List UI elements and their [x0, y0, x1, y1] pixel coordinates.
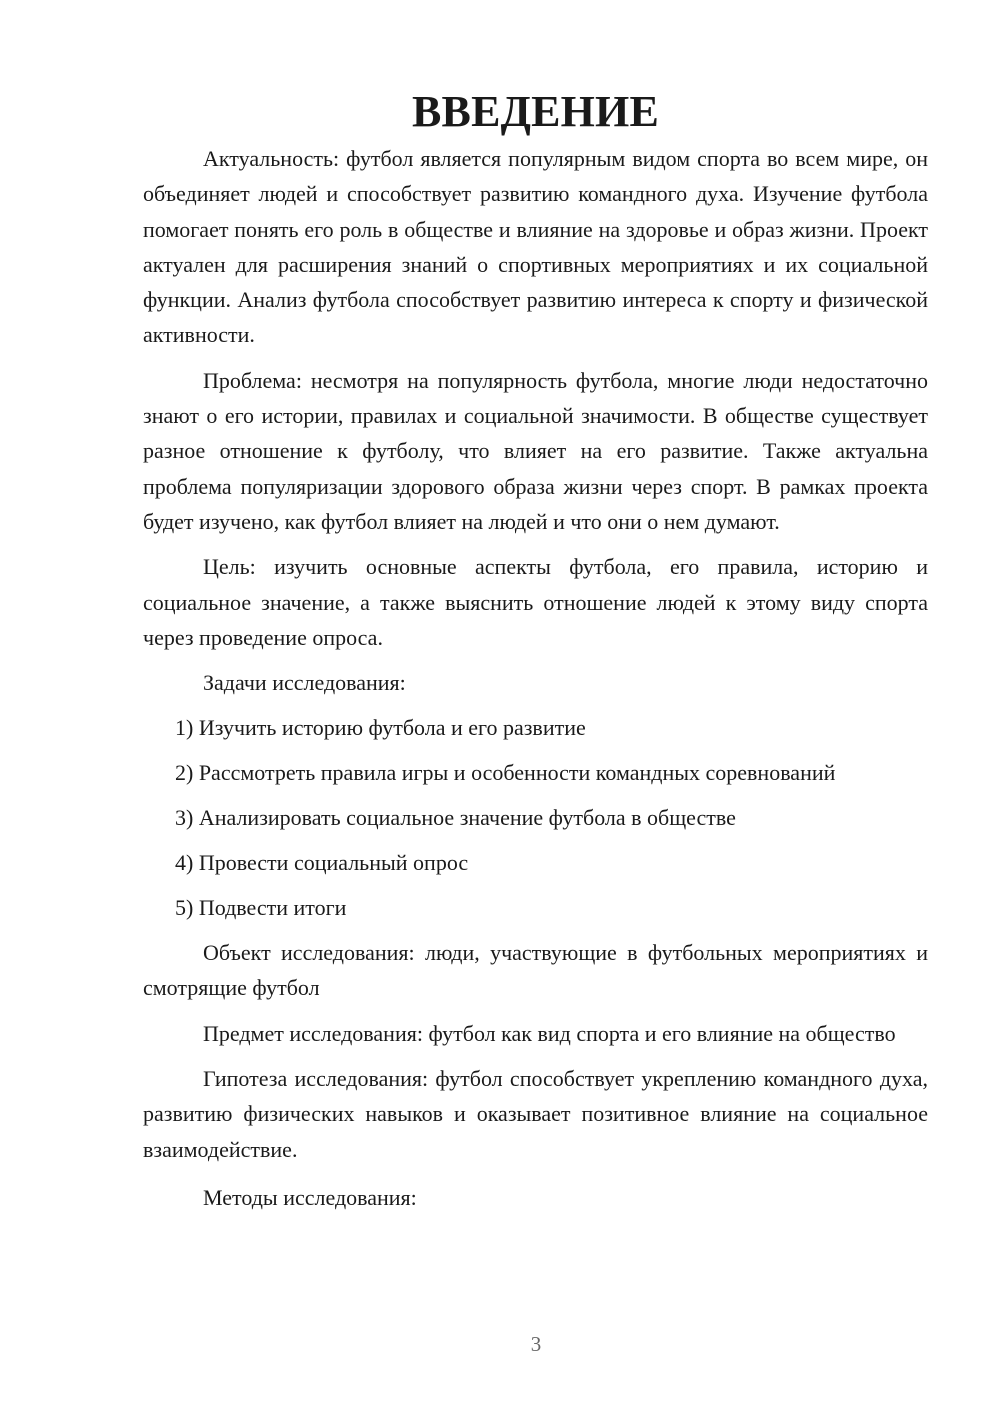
object-paragraph: Объект исследования: люди, участвующие в футбольных мероприятиях и смотрящие футбол: [143, 940, 928, 1001]
relevance-paragraph: Актуальность: футбол является популярным видом спорта во всем мире, он объединяет людей и способствует развитию командного духа. Изучение футбола помогает понять его роль в обществе и влияние на здоровье и образ жизни. Проект актуален для расширения знаний о спортивных мероприятиях и их социальной функции. Анализ футбола способствует развитию интереса к спорту и физической активности.: [143, 146, 928, 348]
page-number: 3: [530, 1332, 542, 1356]
task-item: 2) Рассмотреть правила игры и особенности командных соревнований: [175, 760, 836, 786]
page-title: ВВЕДЕНИЕ: [411, 87, 660, 136]
methods-heading: Методы исследования:: [203, 1184, 417, 1210]
task-item: 3) Анализировать социальное значение футбола в обществе: [175, 805, 736, 831]
problem-paragraph: Проблема: несмотря на популярность футбола, многие люди недостаточно знают о его истории, правилах и социальной значимости. В обществе существует разное отношение к футболу, что влияет на его развитие. Также актуальна проблема популяризации здорового образа жизни через спорт. В рамках проекта будет изучено, как футбол влияет на людей и что они о нем думают.: [143, 367, 928, 534]
goal-paragraph: Цель: изучить основные аспекты футбола, его правила, историю и социальное значение, а также выяснить отношение людей к этому виду спорта через проведение опроса.: [143, 554, 928, 650]
subject-paragraph: Предмет исследования: футбол как вид спорта и его влияние на общество: [203, 1020, 896, 1046]
task-item: 4) Провести социальный опрос: [175, 850, 469, 876]
hypothesis-paragraph: Гипотеза исследования: футбол способствует укреплению командного духа, развитию физических навыков и оказывает позитивное влияние на социальное взаимодействие.: [143, 1066, 928, 1162]
page-content: [143, 87, 928, 1215]
tasks-heading: Задачи исследования:: [203, 670, 406, 696]
task-item: 5) Подвести итоги: [175, 895, 347, 921]
tasks-list: [143, 710, 928, 935]
task-item: 1) Изучить историю футбола и его развитие: [175, 715, 586, 741]
